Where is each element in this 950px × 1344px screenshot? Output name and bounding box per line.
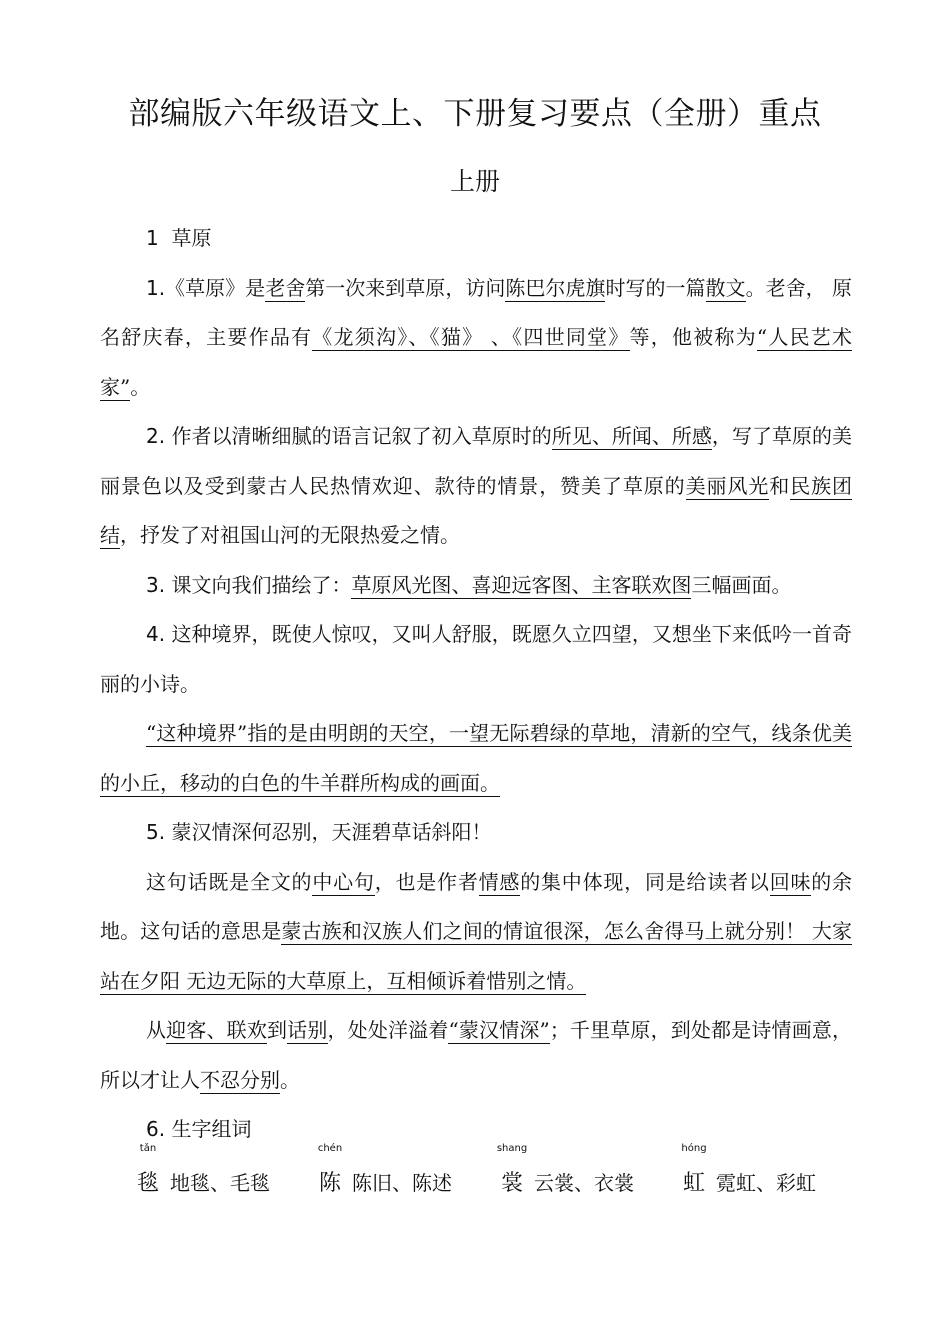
text: ，也是作者 xyxy=(374,869,479,894)
pinyin: shang xyxy=(496,1142,528,1154)
text: ；千里草原，到处都是诗情画意，所以才让人 xyxy=(100,1018,853,1092)
vocabulary-item xyxy=(681,1142,816,1209)
point-4 xyxy=(100,610,852,709)
text: 时写的一篇 xyxy=(605,275,706,300)
lesson-name: 草原 xyxy=(171,226,212,250)
underlined-text: 情感 xyxy=(478,869,521,894)
point-number: 6. xyxy=(146,1117,166,1141)
pinyin: chén xyxy=(317,1142,343,1154)
point-1 xyxy=(100,264,852,413)
point-number: 4. xyxy=(146,622,166,646)
underlined-text: “蒙汉情深” xyxy=(448,1018,550,1042)
point-4-answer xyxy=(100,709,852,808)
section-subtitle: 上册 xyxy=(449,167,500,196)
point-5 xyxy=(100,808,852,858)
underlined-text: 老舍 xyxy=(265,275,306,300)
text: 作者以清晰细腻的语言记叙了初入草原时的 xyxy=(171,424,552,448)
text: 《草原》是 xyxy=(165,275,266,300)
underlined-text: 《龙须沟》、《猫》 、《四世同堂》 xyxy=(312,325,630,349)
vocabulary-item xyxy=(136,1142,270,1209)
character-with-pinyin xyxy=(496,1142,528,1209)
point-number: 1. xyxy=(146,275,166,300)
document-title: 部编版六年级语文上、下册复习要点（全册）重点 xyxy=(128,96,822,132)
underlined-text: 回味 xyxy=(769,869,812,894)
text: 到 xyxy=(267,1018,288,1042)
point-number: 3. xyxy=(146,572,166,597)
document-body xyxy=(100,214,852,1208)
text: 第一次来到草原，访问 xyxy=(305,275,506,300)
lesson-number: 1 xyxy=(146,226,159,250)
point-number: 2. xyxy=(146,424,166,448)
text: ，处处洋溢着 xyxy=(327,1018,449,1042)
point-number: 5. xyxy=(146,820,166,844)
character: 裳 xyxy=(500,1170,523,1196)
underlined-text: 民族团结 xyxy=(100,473,853,547)
underlined-text: “这种境界”指的是由明朗的天空，一望无际碧绿的草地，清新的空气，线条优美的小丘，移动的白色的牛羊群所构成的画面。 xyxy=(100,721,852,795)
underlined-text: 所见、所闻、所感 xyxy=(551,424,712,448)
text: 。 xyxy=(280,1067,300,1092)
text: 从 xyxy=(146,1018,167,1042)
character: 虹 xyxy=(682,1170,705,1196)
text: 和 xyxy=(769,473,791,498)
underlined-text: 草原风光图、喜迎远客图、主客联欢图 xyxy=(351,572,692,597)
quote-text: 蒙汉情深何忍别，天涯碧草话斜阳！ xyxy=(171,820,492,844)
character: 陈 xyxy=(318,1170,341,1196)
underlined-text: 不忍分别 xyxy=(200,1067,280,1092)
word-group: 云裳、衣裳 xyxy=(534,1170,634,1195)
pinyin: hóng xyxy=(681,1142,707,1154)
underlined-text: 蒙古族和汉族人们之间的情谊很深，怎么舍得马上就分别！ 大家站在夕阳 无边无际的大草原上，互相倾诉着惜别之情。 xyxy=(100,919,853,993)
character-with-pinyin xyxy=(317,1142,343,1209)
text: 。 xyxy=(130,374,151,399)
text: 三幅画面。 xyxy=(691,572,792,597)
underlined-text: 陈巴尔虎旗 xyxy=(505,275,606,300)
word-group: 地毯、毛毯 xyxy=(170,1170,270,1195)
underlined-text: 话别 xyxy=(287,1018,328,1042)
text: 的集中体现，同是给读者以 xyxy=(520,869,770,894)
pinyin: tǎn xyxy=(139,1142,157,1154)
vocabulary-item xyxy=(496,1142,634,1209)
character-with-pinyin xyxy=(136,1142,160,1209)
underlined-text: 中心句 xyxy=(312,869,375,894)
word-group: 霓虹、彩虹 xyxy=(716,1170,816,1195)
underlined-text: 迎客、联欢 xyxy=(166,1018,267,1042)
text: 的余地。这句话的意思是 xyxy=(100,869,853,943)
underlined-text: “人民艺术家” xyxy=(100,325,853,399)
text: 课文向我们描绘了： xyxy=(171,572,352,597)
text: 。老舍， 原名舒庆春，主要作品有 xyxy=(100,275,852,349)
word-group: 陈旧、陈述 xyxy=(352,1170,452,1195)
vocabulary-item xyxy=(317,1142,452,1209)
text: 这句话既是全文的 xyxy=(146,869,313,894)
underlined-text: 散文 xyxy=(705,275,746,300)
text: ，写了草原的美丽景色以及受到蒙古人民热情欢迎、款待的情景，赞美了草原的 xyxy=(100,424,853,498)
text: ，抒发了对祖国山河的无限热爱之情。 xyxy=(120,523,460,547)
vocabulary-row xyxy=(100,1142,852,1209)
lesson-heading xyxy=(100,214,852,264)
point-6 xyxy=(100,1105,852,1155)
underlined-text: 美丽风光 xyxy=(685,473,770,498)
section-heading: 生字组词 xyxy=(171,1117,252,1141)
point-3 xyxy=(100,561,852,611)
point-2 xyxy=(100,412,852,561)
character-with-pinyin xyxy=(681,1142,707,1209)
text: 等，他被称为 xyxy=(629,325,757,349)
point-5-answer xyxy=(100,858,852,1007)
character: 毯 xyxy=(136,1170,159,1196)
quote-text: 这种境界，既使人惊叹，又叫人舒服，既愿久立四望，又想坐下来低吟一首奇丽的小诗。 xyxy=(100,622,852,696)
point-5-summary xyxy=(100,1006,852,1105)
